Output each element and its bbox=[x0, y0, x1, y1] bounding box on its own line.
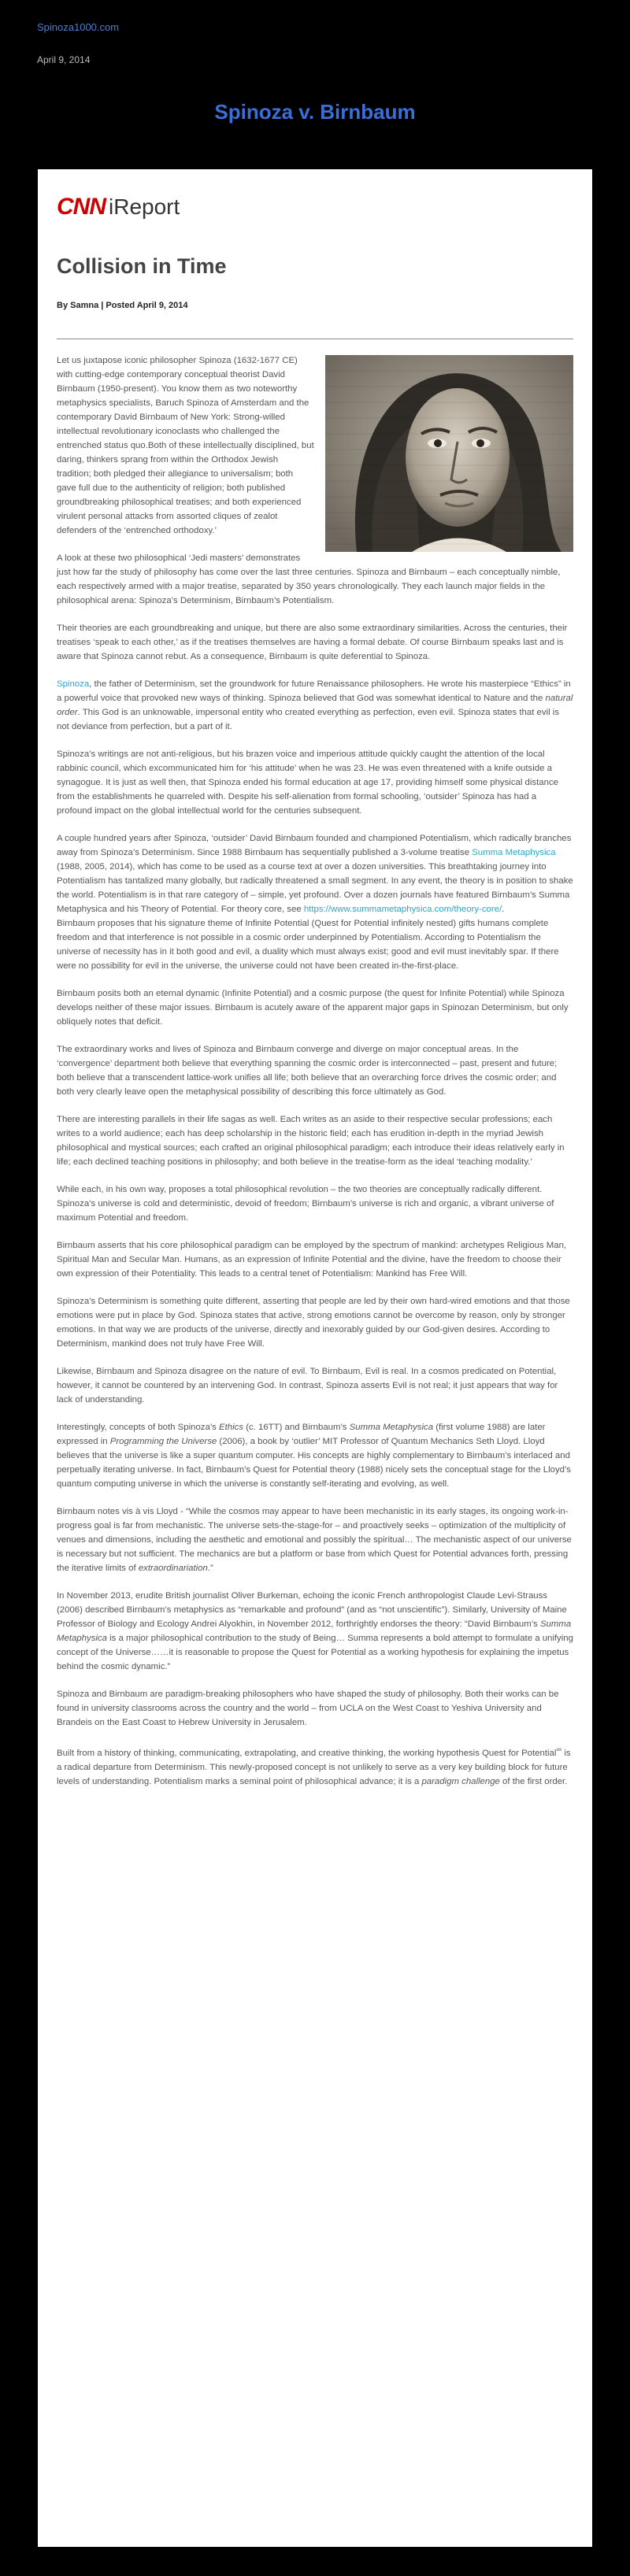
paragraph-13: Spinoza’s Determinism is something quite different, asserting that people are led by their own hard-wired emotions and that those emotions were put in place by God. Spinoza states that active, strong emotions cannot be overcome by reason, only by stronger emotions. In that way we are products of the universe, directly and inexorably guided by our God-given desires. According to Determinism, mankind does not truly have Free Will. bbox=[57, 1297, 570, 1349]
paragraph-6 bbox=[57, 831, 573, 916]
paragraph-15-text-a: Interestingly, concepts of both Spinoza’s bbox=[57, 1423, 219, 1432]
page-title: Spinoza v. Birnbaum bbox=[214, 100, 416, 124]
paragraph-19-emphasis: paradigm challenge bbox=[421, 1776, 500, 1786]
article-byline: By Samna | Posted April 9, 2014 bbox=[57, 301, 188, 310]
paragraph-17-emphasis: Summa Metaphysica bbox=[57, 1619, 572, 1643]
paragraph-4-emphasis: natural order bbox=[57, 694, 573, 717]
theory-core-link[interactable]: https://www.summametaphysica.com/theory-core/ bbox=[303, 905, 502, 914]
paragraph-16-emphasis: extraordinariation bbox=[138, 1564, 208, 1573]
paragraph-6-text-a: A couple hundred years after Spinoza, ‘outsider’ David Birnbaum founded and championed Potentialism, which radically branches away from Spinoza’s Determinism. Since 1988 Birnbaum has sequentially published a 3-volume treatise bbox=[57, 834, 572, 857]
ethics-title: Ethics bbox=[219, 1423, 244, 1432]
paragraph-4 bbox=[57, 677, 573, 734]
cnn-ireport-logo bbox=[57, 194, 573, 220]
paragraph-4-text-b: . This God is an unknowable, impersonal entity who created everything as perfection, even evil. Spinoza states that evil is not deviance from perfection, but a part of it. bbox=[57, 708, 560, 731]
paragraph-7: Birnbaum proposes that his signature theme of Infinite Potential (Quest for Potential infinitely nested) gifts humans complete freedom and that interference is not possible in a cosmic order underpinned by Potentialism. According to Potentialism the universe of necessity has in it both good and evil, a duality which must always exist; good and evil must inevitably spar. If there were no possibility for evil in the universe, the universe could not have been created in-the-first-place. bbox=[57, 919, 559, 971]
paragraph-2: A look at these two philosophical ‘Jedi masters’ demonstrates just how far the study of philosophy has come over the last three centuries. Spinoza and Birnbaum – each conceptually nimble, each respectively armed with a major treatise, separated by 350 years chronologically. They each launch major fields in the philosophical arena: Spinoza’s Determinism, Birnbaum’s Potentialism. bbox=[57, 553, 561, 605]
cnn-logo-mark: CNN bbox=[57, 194, 106, 220]
paragraph-16 bbox=[57, 1505, 573, 1575]
paragraph-19 bbox=[57, 1743, 573, 1789]
paragraph-17-text-b: is a major philosophical contribution to the study of Being… Summa represents a bold attempt to formulate a unifying concept of the Universe……it is reasonable to propose the Quest for Potential as a working hypothesis for explaining the impetus behind the cosmic dynamic.” bbox=[57, 1634, 573, 1671]
paragraph-15-text-b: (c. 16TT) and Birnbaum’s bbox=[243, 1423, 350, 1432]
paragraph-6-text-c: . bbox=[502, 905, 505, 914]
article-card bbox=[38, 169, 592, 2547]
summa-metaphysica-link[interactable]: Summa Metaphysica bbox=[472, 848, 556, 857]
infinity-superscript: ∞ bbox=[556, 1745, 562, 1754]
paragraph-9: The extraordinary works and lives of Spinoza and Birnbaum converge and diverge on major conceptual areas. In the ‘convergence’ department both believe that everything spanning the cosmic order is interconnected – past, present and future; both believe that a transcendent lattice-work unifies all life; both believe that an overarching force drives the cosmic order; and both very clearly leave open the metaphysical possibility of describing this force ultimately as God. bbox=[57, 1045, 558, 1097]
paragraph-15-text-d: (2006), a book by ‘outlier’ MIT Professor of Quantum Mechanics Seth Lloyd. Lloyd believes that the universe is like a super quantum computer. His concepts are highly complementary to Birnbaum’s interlaced and perpetually iterating universe. In fact, Birnbaum’s Quest for Potential theory (1988) nicely sets the conceptual stage for the Lloyd’s quantum computing universe in which the universe is constantly self-iterating and evolving, as well. bbox=[57, 1437, 572, 1489]
paragraph-15 bbox=[57, 1420, 573, 1491]
paragraph-16-text-b: .” bbox=[207, 1564, 213, 1573]
paragraph-15-text-c: (first volume 1988) are later expressed in bbox=[57, 1423, 546, 1446]
paragraph-1: Let us juxtapose iconic philosopher Spinoza (1632-1677 CE) with cutting-edge contemporary conceptual theorist David Birnbaum (1950-present). You know them as two noteworthy metaphysics specialists, Baruch Spinoza of Amsterdam and the contemporary David Birnbaum of New York: Strong-willed intellectual revolutionary iconoclasts who challenged the entrenched status quo.Both of these intellectually disciplined, but daring, thinkers sprang from within the Orthodox Jewish tradition; both pledged their allegiance to universalism; both gave full due to the authenticity of religion; both published groundbreaking philosophical treatises; and both experienced virulent personal attacks from assorted cliques of zealot defenders of the ‘entrenched orthodoxy.’ bbox=[57, 356, 314, 535]
paragraph-18: Spinoza and Birnbaum are paradigm-breaking philosophers who have shaped the study of philosophy. Both their works can be found in university classrooms across the country and the world – from UCLA on the West Coast to Yeshiva University and Brandeis on the East Coast to Hebrew University in Jerusalem. bbox=[57, 1690, 559, 1727]
article-title: Collision in Time bbox=[57, 254, 227, 278]
paragraph-19-text-c: of the first order. bbox=[499, 1776, 568, 1786]
paragraph-11: While each, in his own way, proposes a total philosophical revolution – the two theories are conceptually radically different. Spinoza’s universe is cold and deterministic, devoid of freedom; Birnbaum’s universe is rich and organic, a vibrant universe of maximum Potential and freedom. bbox=[57, 1185, 554, 1223]
programming-universe-title: Programming the Universe bbox=[109, 1437, 217, 1446]
spinoza-link[interactable]: Spinoza bbox=[57, 679, 90, 689]
paragraph-6-text-b: (1988, 2005, 2014), which has come to be used as a course text at over a dozen universities. This breathtaking journey into Potentialism has tantalized many globally, but radically threatened a small segment. In any event, the theory is in position to shake the world. Potentialism is in that rare category of – simple, yet profound. Over a dozen journals have featured Birnbaum’s Summa Metaphysica and his Theory of Potential. For theory core, see bbox=[57, 862, 573, 914]
paragraph-19-text-a: Built from a history of thinking, communicating, extrapolating, and creative thinking, the working hypothesis Quest for Potential bbox=[57, 1748, 557, 1758]
paragraph-19-text-b: is a radical departure from Determinism. This newly-proposed concept is not unlikely to serve as a very key building block for future levels of understanding. Potentialism marks a seminal point of philosophical advance; it is a bbox=[57, 1748, 571, 1786]
paragraph-3: Their theories are each groundbreaking and unique, but there are also some extraordinary similarities. Across the centuries, their treatises ‘speak to each other,’ as if the treatises themselves are having a formal debate. Of course Birnbaum speaks last and is aware that Spinoza cannot rebut. As a consequence, Birnbaum is quite deferential to Spinoza. bbox=[57, 624, 568, 661]
post-date: April 9, 2014 bbox=[37, 54, 91, 65]
paragraph-17 bbox=[57, 1589, 573, 1674]
spinoza-portrait-image bbox=[325, 355, 573, 552]
paragraph-8: Birnbaum posits both an eternal dynamic (Infinite Potential) and a cosmic purpose (the quest for Infinite Potential) while Spinoza develops neither of these major issues. Birnbaum is acutely aware of the apparent major gaps in Spinozan Determinism, but only obliquely notes that deficit. bbox=[57, 989, 569, 1027]
article-body bbox=[57, 353, 573, 1789]
paragraph-10: There are interesting parallels in their life sagas as well. Each writes as an aside to their respective secular professions; each writes to a world audience; each has deep scholarship in the historic field; each has erudition in-depth in the myriad Jewish philosophical and mystical sources; each crafted an original philosophical paradigm; each introduce their ideas relatively early in life; each declined teaching positions in philosophy; and both believe in the treatise-form as the ideal ‘teaching modality.’ bbox=[57, 1115, 565, 1167]
ireport-logo-text: iReport bbox=[109, 194, 180, 219]
site-header bbox=[0, 0, 630, 94]
paragraph-5: Spinoza’s writings are not anti-religious, but his brazen voice and imperious attitude quickly caught the attention of the local rabbinic council, which excommunicated him for ‘his attitude’ when he was 23. He was even threatened with a knife outside a synagogue. It is just as well then, that Spinoza ended his formal education at age 17, providing himself some physical distance from the establishments he quarreled with. Despite his self-alienation from formal schooling, ‘outsider’ Spinoza has had a profound impact on the global intellectual world for the centuries subsequent. bbox=[57, 749, 558, 816]
paragraph-12: Birnbaum asserts that his core philosophical paradigm can be employed by the spectrum of mankind: archetypes Religious Man, Spiritual Man and Secular Man. Humans, as an expression of Infinite Potential and the divine, have the freedom to choose their own expression of their Potentiality. This leads to a central tenet of Potentialism: Mankind has Free Will. bbox=[57, 1241, 567, 1279]
paragraph-16-text-a: Birnbaum notes vis à vis Lloyd - “While the cosmos may appear to have been mechanistic in its early stages, its ongoing work-in-progress goal is far from mechanistic. The universe sets-the-stage-for – and proactively seeks – optimization of the multiplicity of venues and dimensions, including the aesthetic and emotional and possibly the spiritual… The mechanistic aspect of our universe is necessary but not sufficient. The mechanics are but a platform or base from which Quest for Potential advances forth, pressing the iterative limits of bbox=[57, 1507, 572, 1573]
summa-title: Summa Metaphysica bbox=[349, 1423, 434, 1432]
paragraph-17-text-a: In November 2013, erudite British journalist Oliver Burkeman, echoing the iconic French anthropologist Claude Levi-Strauss (2006) described Birnbaum’s metaphysics as “remarkable and profound” (and as “not unscientific”). Similarly, University of Maine Professor of Biology and Ecology Andrei Alyokhin, in November 2012, forthrightly endorses the theory: “David Birnbaum’s bbox=[57, 1591, 567, 1629]
paragraph-14: Likewise, Birnbaum and Spinoza disagree on the nature of evil. To Birnbaum, Evil is real. In a cosmos predicated on Potential, however, it cannot be countered by an intervening God. In contrast, Spinoza asserts Evil is not real; it just appears that way for lack of understanding. bbox=[57, 1367, 558, 1405]
paragraph-4-text-a: , the father of Determinism, set the groundwork for future Renaissance philosophers. He wrote his masterpiece “Ethics” in a powerful voice that provoked new ways of thinking. Spinoza believed that God was somewhat identical to Nature and the bbox=[57, 679, 571, 703]
site-home-link[interactable]: Spinoza1000.com bbox=[37, 21, 120, 33]
